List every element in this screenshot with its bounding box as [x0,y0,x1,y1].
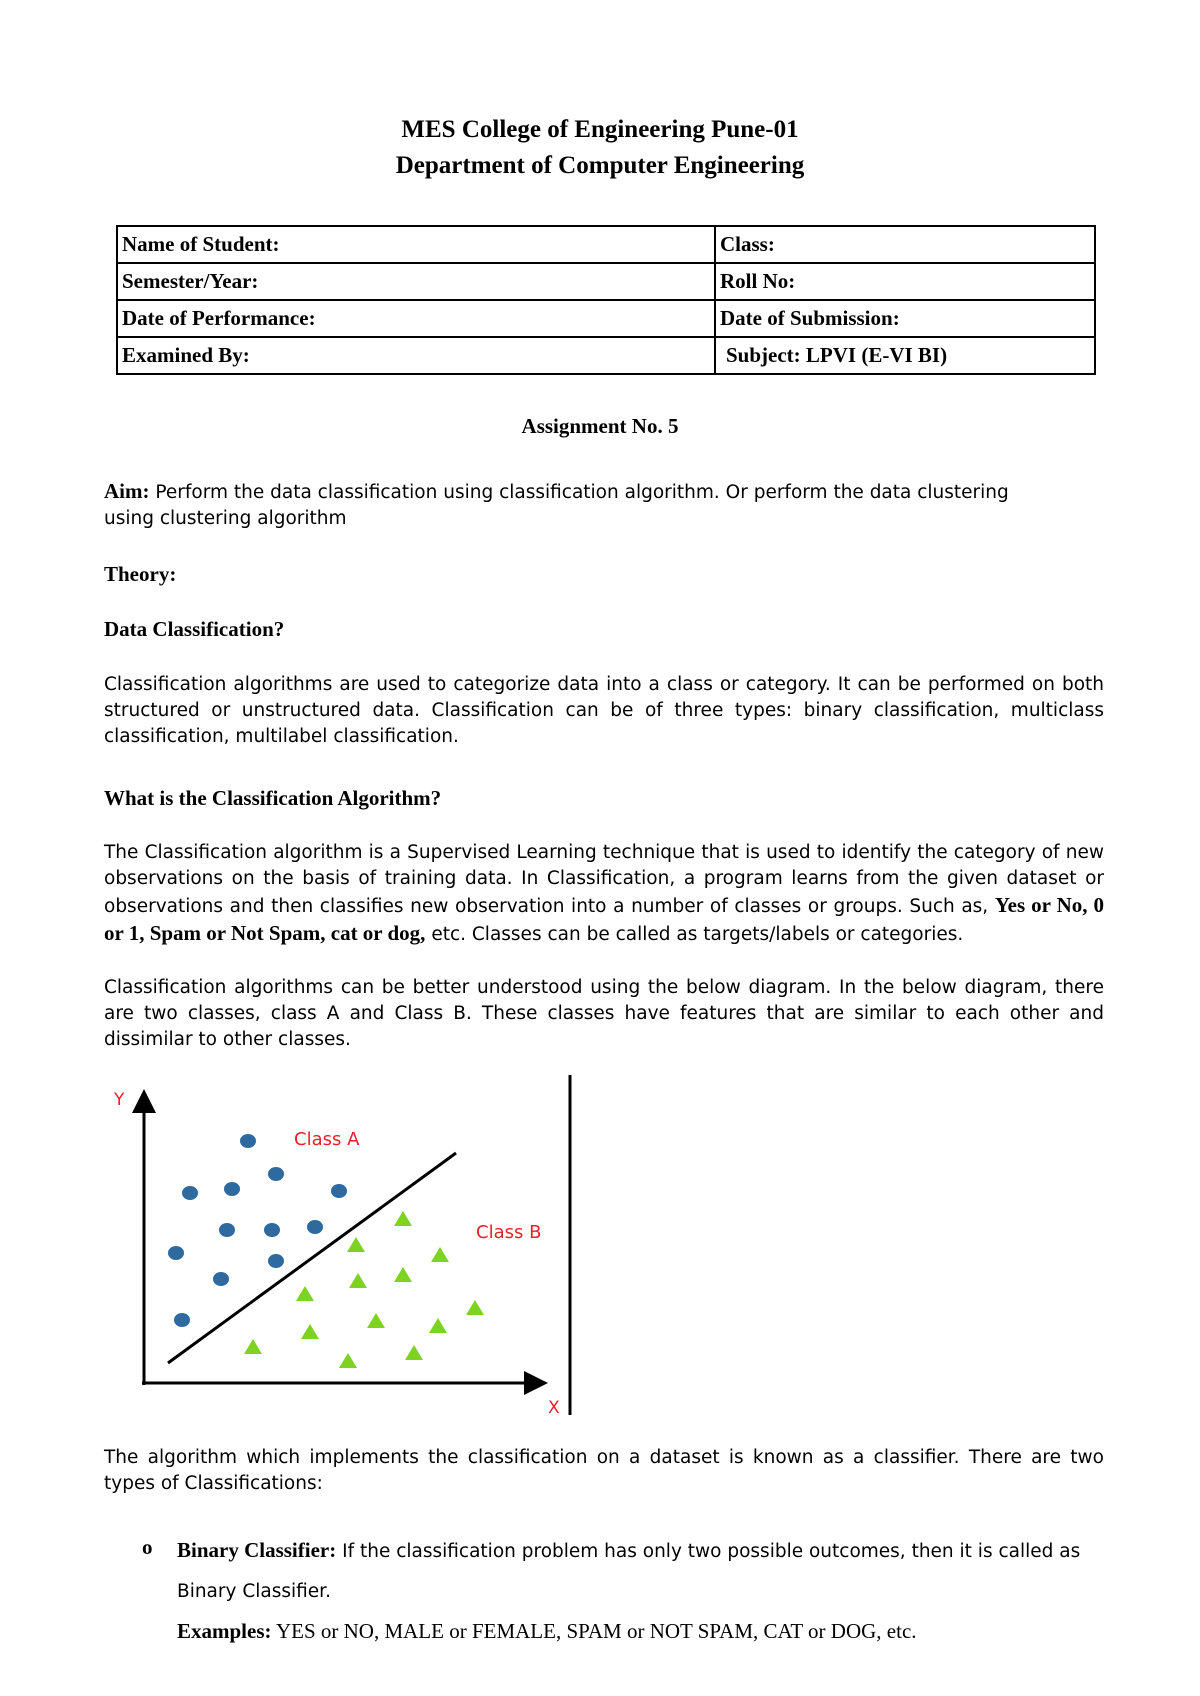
class-b-point [347,1237,365,1252]
class-a-point [219,1223,235,1237]
x-axis-arrow [524,1371,548,1395]
examined-by-cell: Examined By: [117,337,715,374]
y-axis-label: Y [114,1090,125,1110]
aim-label: Aim: [104,479,150,503]
table-row [117,337,1095,374]
class-b-point [405,1345,423,1360]
classifier-paragraph: The algorithm which implements the classification on a dataset is known as a classifier. There are two types of Classifications: [104,1447,1104,1494]
date-of-performance-cell: Date of Performance: [117,300,715,337]
class-b-point [394,1211,412,1226]
class-b-point [466,1300,484,1315]
class-a-point [182,1186,198,1200]
class-b-point [339,1353,357,1368]
table-row [117,226,1095,263]
student-info-table [116,225,1096,375]
aim-paragraph [104,478,1024,532]
supervised-learning-paragraph [104,840,1104,948]
subject-cell: Subject: LPVI (E-VI BI) [715,337,1095,374]
semester-year-cell: Semester/Year: [117,263,715,300]
examples-line [177,1618,1104,1646]
college-title: MES College of Engineering Pune-01 [401,116,799,143]
para2-tail: etc. Classes can be called as targets/labels or categories. [425,924,964,945]
class-a-point [268,1254,284,1268]
bullet-marker: o [142,1535,153,1559]
examples-label: Examples: [177,1619,272,1643]
class-cell: Class: [715,226,1095,263]
class-b-point [349,1273,367,1288]
date-of-submission-cell: Date of Submission: [715,300,1095,337]
class-a-point [268,1167,284,1181]
x-axis-label: X [548,1398,560,1418]
classification-paragraph: Classification algorithms are used to categorize data into a class or category. It can be performed on both structured or unstructured data. Classification can be of three types: binary classification, multiclass classification, multilabel classification. [104,674,1104,747]
binary-classifier-paragraph [177,1530,1104,1612]
examples-text: YES or NO, MALE or FEMALE, SPAM or NOT SPAM, CAT or DOG, etc. [271,1619,917,1643]
class-a-label: Class A [294,1129,360,1150]
class-b-point [296,1286,314,1301]
class-b-label: Class B [476,1222,542,1243]
table-row [117,300,1095,337]
class-a-point [224,1182,240,1196]
department-title: Department of Computer Engineering [395,152,805,179]
class-a-point [264,1223,280,1237]
class-a-point [168,1246,184,1260]
class-b-point [367,1313,385,1328]
class-b-point [429,1318,447,1333]
class-b-point [394,1267,412,1282]
class-a-point [307,1220,323,1234]
class-b-point [431,1247,449,1262]
class-a-point [331,1184,347,1198]
data-classification-heading: Data Classification? [104,617,285,641]
class-a-point [240,1134,256,1148]
y-axis-arrow [132,1089,156,1113]
aim-text: Perform the data classification using classification algorithm. Or perform the data clustering using clustering algorithm [104,482,1009,529]
para2-text: The Classification algorithm is a Supervised Learning technique that is used to identify the category of new observations on the basis of training data. In Classification, a program learns from the given dataset or observations and then classifies new observation into a number of classes or groups. Such as, [104,842,1104,917]
binary-classifier-label: Binary Classifier: [177,1538,337,1562]
class-b-point [244,1339,262,1354]
class-a-point [174,1313,190,1327]
diagram-intro-paragraph: Classification algorithms can be better understood using the below diagram. In the below diagram, there are two classes, class A and Class B. These classes have features that are similar to each other and dissimilar to other classes. [104,977,1104,1050]
table-row [117,263,1095,300]
class-b-point [301,1324,319,1339]
binary-classifier-text: If the classification problem has only two possible outcomes, then it is called as Binary Classifier. [177,1541,1081,1602]
name-of-student-cell: Name of Student: [117,226,715,263]
class-a-point [213,1272,229,1286]
para2-examples-bold: Yes or No, 0 or 1, Spam or Not Spam, cat or dog, [104,893,1104,945]
assignment-title: Assignment No. 5 [521,414,679,438]
theory-heading: Theory: [104,562,177,586]
classification-diagram [100,1075,580,1420]
roll-no-cell: Roll No: [715,263,1095,300]
classification-algorithm-heading: What is the Classification Algorithm? [104,786,442,810]
